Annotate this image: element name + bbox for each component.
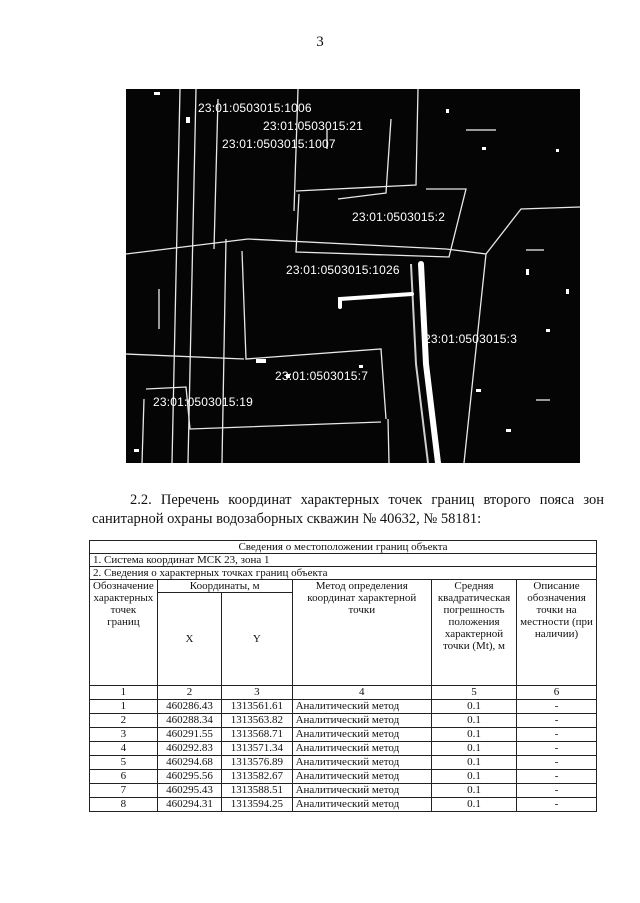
table-row [90,770,597,784]
table-row [90,700,597,714]
description: - [517,770,597,784]
description: - [517,798,597,812]
header-x: X [157,593,221,686]
header-coordinates: Координаты, м [157,580,292,593]
coord-y: 1313563.82 [222,714,292,728]
map-label: 23:01:0503015:19 [153,395,253,409]
header-method: Метод определения координат характерной точки [292,580,431,686]
table-row [90,742,597,756]
method: Аналитический метод [292,728,431,742]
point-number: 7 [90,784,158,798]
description: - [517,700,597,714]
column-number: 1 [90,686,158,700]
column-number: 6 [517,686,597,700]
description: - [517,714,597,728]
coord-x: 460295.43 [157,784,221,798]
header-error: Средняя квадратическая погрешность положения характерной точки (Mt), м [431,580,516,686]
description: - [517,728,597,742]
header-designation: Обозначение характерных точек границ [90,580,158,686]
point-number: 3 [90,728,158,742]
map-label: 23:01:0503015:2 [352,210,446,224]
method: Аналитический метод [292,700,431,714]
coord-y: 1313588.51 [222,784,292,798]
method: Аналитический метод [292,756,431,770]
error-mt: 0.1 [431,756,516,770]
header-description: Описание обозначения точки на местности (при наличии) [517,580,597,686]
coord-y: 1313582.67 [222,770,292,784]
map-label: 23:01:0503015:21 [263,119,363,133]
point-number: 6 [90,770,158,784]
coord-y: 1313561.61 [222,700,292,714]
error-mt: 0.1 [431,700,516,714]
point-number: 4 [90,742,158,756]
error-mt: 0.1 [431,770,516,784]
description: - [517,784,597,798]
method: Аналитический метод [292,742,431,756]
method: Аналитический метод [292,784,431,798]
table-title: Сведения о местоположении границ объекта [90,541,597,554]
method: Аналитический метод [292,770,431,784]
coord-y: 1313571.34 [222,742,292,756]
table-row [90,714,597,728]
error-mt: 0.1 [431,742,516,756]
map-label: 23:01:0503015:1006 [198,101,312,115]
error-mt: 0.1 [431,728,516,742]
method: Аналитический метод [292,798,431,812]
table-row [90,798,597,812]
error-mt: 0.1 [431,798,516,812]
table-section-points: 2. Сведения о характерных точках границ объекта [90,567,597,580]
coord-x: 460292.83 [157,742,221,756]
table-section-coordinate-system: 1. Система координат МСК 23, зона 1 [90,554,597,567]
column-number: 2 [157,686,221,700]
column-number: 3 [222,686,292,700]
coord-y: 1313568.71 [222,728,292,742]
error-mt: 0.1 [431,714,516,728]
column-number-row [90,686,597,700]
intro-paragraph: 2.2. Перечень координат характерных точек границ второго пояса зон санитарной охраны водозаборных скважин № 40632, № 58181: [92,492,604,527]
map-label: 23:01:0503015:1026 [286,263,400,277]
coord-y: 1313594.25 [222,798,292,812]
coordinates-table [89,540,597,812]
error-mt: 0.1 [431,784,516,798]
map-label: 23:01:0503015:1007 [222,137,336,151]
coord-x: 460294.31 [157,798,221,812]
coord-x: 460295.56 [157,770,221,784]
point-number: 1 [90,700,158,714]
column-number: 4 [292,686,431,700]
table-row [90,784,597,798]
coord-x: 460286.43 [157,700,221,714]
point-number: 8 [90,798,158,812]
description: - [517,756,597,770]
coord-x: 460294.68 [157,756,221,770]
coord-x: 460288.34 [157,714,221,728]
cadastral-map [126,89,580,463]
column-number: 5 [431,686,516,700]
coord-y: 1313576.89 [222,756,292,770]
point-number: 5 [90,756,158,770]
description: - [517,742,597,756]
map-label: 23:01:0503015:3 [424,332,518,346]
page-number: 3 [316,34,324,50]
coord-x: 460291.55 [157,728,221,742]
method: Аналитический метод [292,714,431,728]
table-row [90,728,597,742]
map-label: 23:01:0503015:7 [275,369,369,383]
point-number: 2 [90,714,158,728]
table-row [90,756,597,770]
header-y: Y [222,593,292,686]
